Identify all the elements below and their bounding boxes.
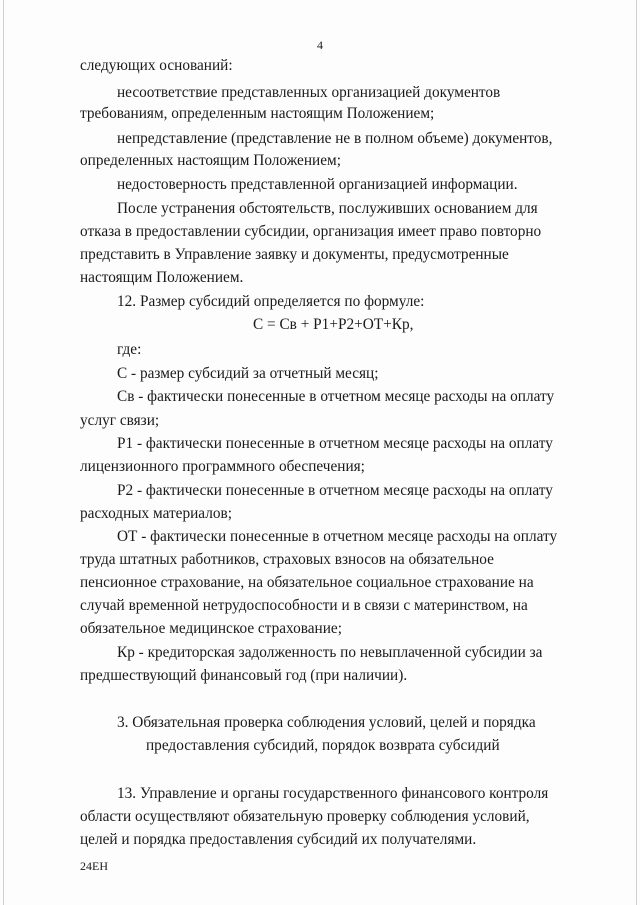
text-line: обязательное медицинское страхование; <box>80 620 342 637</box>
text-line: пенсионное страхование, на обязательное социальное страхование на <box>80 574 534 591</box>
text-line: следующих оснований: <box>80 57 233 74</box>
text-line: предшествующий финансовый год (при наличии). <box>80 667 408 684</box>
text-line: лицензионного программного обеспечения; <box>80 458 365 475</box>
text-line: целей и порядка предоставления субсидий их получателями. <box>80 831 477 848</box>
text-line: расходных материалов; <box>80 505 232 522</box>
footer-code: 24ЕН <box>80 859 108 873</box>
text-line: Р2 - фактически понесенные в отчетном месяце расходы на оплату <box>117 482 553 499</box>
scan-edge-right <box>636 0 637 905</box>
scan-edge-left <box>3 0 4 905</box>
text-line: Р1 - фактически понесенные в отчетном месяце расходы на оплату <box>117 435 553 452</box>
text-line: 12. Размер субсидий определяется по формуле: <box>117 293 425 310</box>
text-line: недостоверность представленной организацией информации. <box>117 176 518 193</box>
text-line: Кр - кредиторская задолженность по невыплаченной субсидии за <box>117 644 543 661</box>
text-line: определенных настоящим Положением; <box>80 152 341 169</box>
text-line: отказа в предоставлении субсидии, организация имеет право повторно <box>80 223 542 240</box>
text-line: услуг связи; <box>80 412 160 429</box>
text-line: непредставление (представление не в полном объеме) документов, <box>117 130 553 147</box>
text-line: После устранения обстоятельств, послуживших основанием для <box>117 200 538 217</box>
text-line: требованиям, определенным настоящим Положением; <box>80 105 435 122</box>
text-line: настоящим Положением. <box>80 269 244 286</box>
section-heading: предоставления субсидий, порядок возврата субсидий <box>146 737 500 754</box>
text-line: 13. Управление и органы государственного финансового контроля <box>117 785 549 802</box>
page-number: 4 <box>317 38 323 52</box>
text-line: где: <box>117 341 142 358</box>
formula: С = Св + Р1+Р2+ОТ+Кр, <box>253 316 414 333</box>
text-line: несоответствие представленных организацией документов <box>117 84 501 101</box>
text-line: С - размер субсидий за отчетный месяц; <box>117 365 379 382</box>
section-heading: 3. Обязательная проверка соблюдения условий, целей и порядка <box>117 714 536 731</box>
text-line: области осуществляют обязательную проверку соблюдения условий, <box>80 808 530 825</box>
text-line: Св - фактически понесенные в отчетном месяце расходы на оплату <box>117 388 555 405</box>
text-line: представить в Управление заявку и документы, предусмотренные <box>80 246 509 263</box>
text-line: труда штатных работников, страховых взносов на обязательное <box>80 551 494 568</box>
text-line: ОТ - фактически понесенные в отчетном месяце расходы на оплату <box>117 528 558 545</box>
text-line: случай временной нетрудоспособности и в связи с материнством, на <box>80 597 528 614</box>
